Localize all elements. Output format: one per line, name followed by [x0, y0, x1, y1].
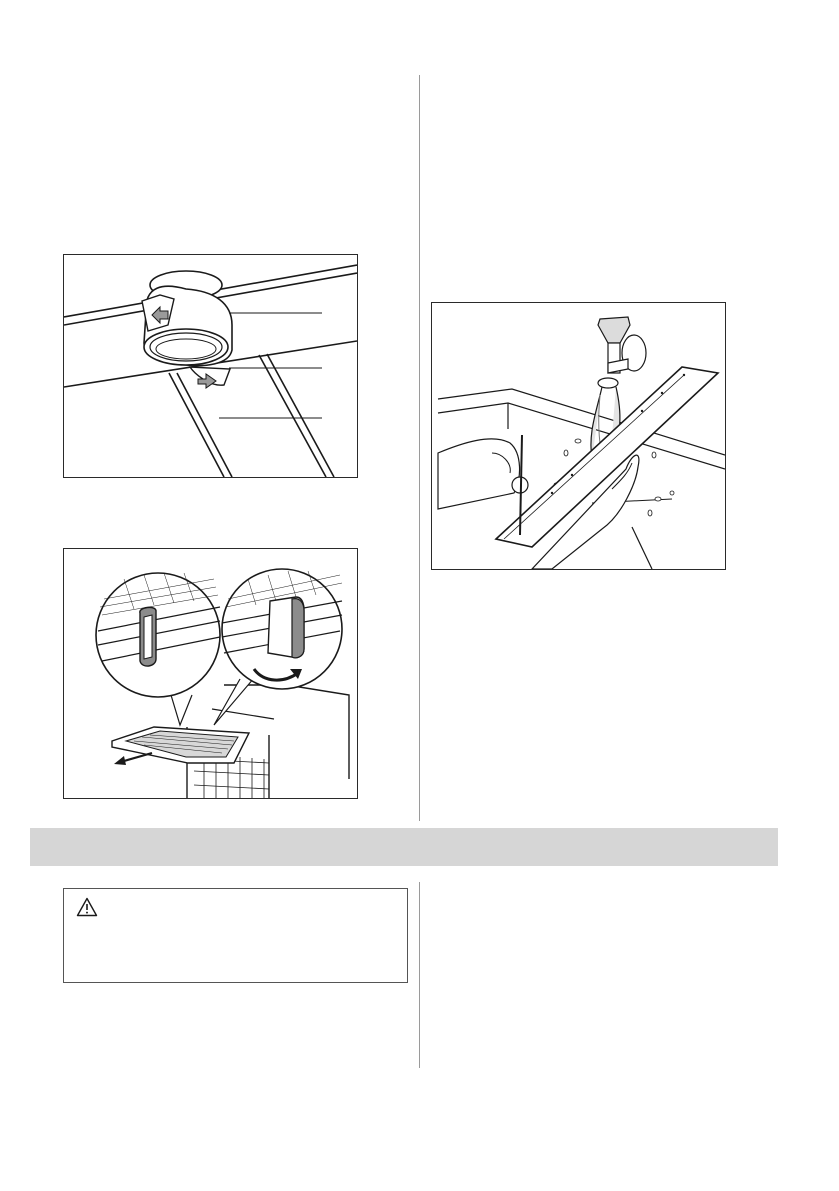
warning-box — [63, 888, 408, 983]
spray-arm-rinse-illustration — [432, 303, 725, 569]
basket-removal-illustration — [64, 549, 357, 798]
column-divider-top — [419, 75, 420, 821]
figure-basket-removal — [63, 548, 358, 799]
spray-arm-bearing-illustration — [64, 255, 357, 477]
figure-spray-arm-bearing — [63, 254, 358, 478]
figure-spray-arm-rinse — [431, 302, 726, 570]
warning-triangle-icon — [76, 897, 98, 917]
section-heading-band — [30, 828, 778, 866]
column-divider-bottom — [419, 882, 420, 1068]
